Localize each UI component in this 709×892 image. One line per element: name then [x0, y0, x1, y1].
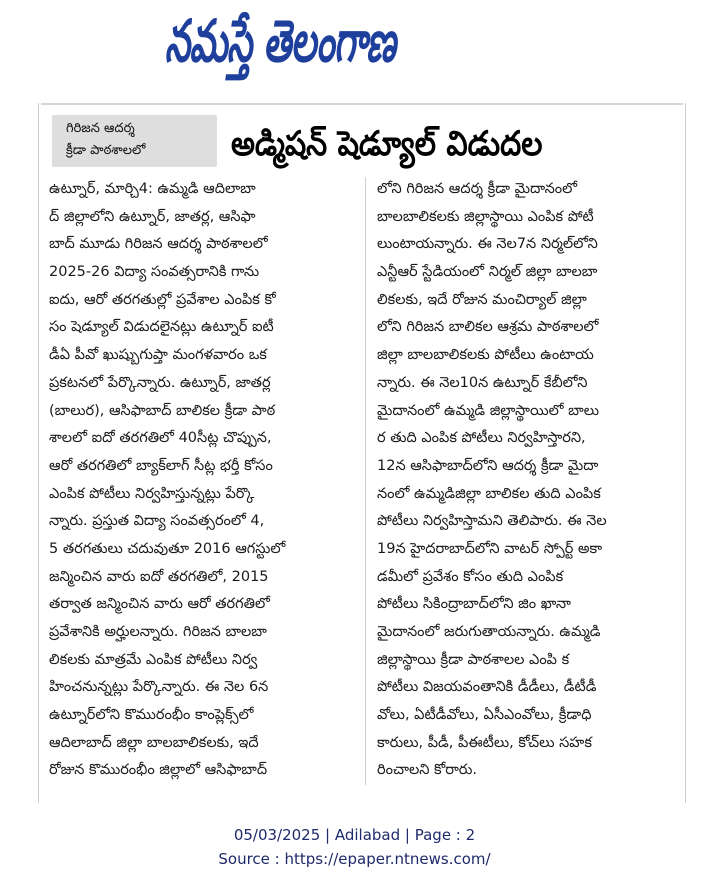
article-text-line: ఐదు, ఆరో తరగతుల్లో ప్రవేశాల ఎంపిక కో	[49, 291, 276, 308]
article-text-line: జన్మించిన వారు ఐదో తరగతిలో, 2015	[49, 568, 269, 585]
article-text-line: ఆరో తరగతిలో బ్యాక్‌లాగ్ సీట్ల భర్తీ కోసం	[49, 457, 273, 474]
article-text-line: నంలో ఉమ్మడిజిల్లా బాలికల తుది ఎంపిక	[377, 485, 601, 502]
article-text-line: డమీలో ప్రవేశం కోసం తుది ఎంపిక	[377, 568, 564, 585]
article-text-line: 5 తరగతులు చదువుతూ 2016 ఆగస్టులో	[49, 540, 286, 557]
article-text-line: శాలలో ఐదో తరగతిలో 40సీట్ల చొప్పున,	[49, 430, 272, 447]
article-text-line: హించనున్నట్లు పేర్కొన్నారు. ఈ నెల 6న	[49, 679, 269, 696]
article-text-line: లుంటాయన్నారు. ఈ నెల7న నిర్మల్‌లోని	[377, 236, 598, 253]
article-text-line: లికలకు, ఇదే రోజున మంచిర్యాల్ జిల్లా	[377, 291, 587, 308]
article-headline: అడ్మిషన్ షెడ్యూల్ విడుదల	[231, 124, 543, 164]
article-text-line: పోటీలు సికింద్రాబాద్‌లోని జిం ఖానా	[377, 596, 571, 613]
article-text-line: ఎన్టీఆర్ స్టేడియంలో నిర్మల్ జిల్లా బాలబా	[377, 264, 598, 281]
article-text-line: ద్ జిల్లాలోని ఉట్నూర్, జాతర్ల, ఆసిఫా	[49, 208, 256, 225]
footer-dateline: 05/03/2025 | Adilabad | Page : 2	[233, 826, 476, 844]
kicker-line-1: గిరిజన ఆదర్శ	[66, 121, 135, 136]
kicker-box	[52, 115, 217, 167]
article-text-line: ప్రకటనలో పేర్కొన్నారు. ఉట్నూర్, జాతర్ల	[49, 374, 271, 391]
article-text-line: (బాలుర), ఆసిఫాబాద్ బాలికల క్రీడా పాఠ	[49, 402, 276, 419]
article-right-column	[377, 176, 673, 785]
article-text-line: లోని గిరిజన బాలికల ఆశ్రమ పాఠశాలలో	[377, 319, 599, 336]
masthead-logo-text: నమస్తే తెలంగాణ	[164, 7, 396, 75]
article-text-line: రించాలని కోరారు.	[377, 762, 478, 779]
article-text-line: జిల్లా బాలబాలికలకు పోటీలు ఉంటాయ	[377, 347, 594, 364]
article-left-column	[49, 176, 345, 785]
article-text-line: లికలకు మాత్రమే ఎంపిక పోటీలు నిర్వ	[49, 651, 258, 668]
article-text-line: 19న హైదరాబాద్‌లోని వాటర్ స్పోర్ట్ అకా	[377, 540, 603, 557]
article-text-line: బాద్ మూడు గిరిజన ఆదర్శ పాఠశాలలో	[49, 236, 268, 253]
article-text-line: 2025-26 విద్యా సంవత్సరానికి గాను	[49, 264, 260, 281]
article-text-line: బాలబాలికలకు జిల్లాస్థాయి ఎంపిక పోటీ	[377, 208, 594, 225]
article-text-line: వోలు, ఏటీడీవోలు, ఏసీఎంవోలు, క్రీడాధి	[377, 707, 592, 724]
article-text-line: మైదానంలో జరుగుతాయన్నారు. ఉమ్మడి	[377, 624, 601, 640]
article-text-line: న్నారు. ప్రస్తుత విద్యా సంవత్సరంలో 4,	[49, 513, 265, 530]
article-text-line: 12న ఆసిఫాబాద్‌లోని ఆదర్శ క్రీడా మైదా	[377, 457, 599, 474]
article-text-line: సం షెడ్యూల్ విడుదలైనట్లు ఉట్నూర్ ఐటీ	[49, 319, 274, 336]
article-text-line: ఎంపిక పోటీలు నిర్వహిస్తున్నట్లు పేర్కొ	[49, 485, 255, 502]
article-text-line: ఉట్నూర్‌లోని కొమురంభీం కాంప్లెక్స్‌లో	[49, 707, 254, 724]
article-text-line: డీఏ పీవో ఖుష్బుగుప్తా మంగళవారం ఒక	[49, 347, 267, 364]
article-text-line: రోజున కొమురంభీం జిల్లాలో ఆసిఫాబాద్	[49, 762, 268, 779]
footer-source: Source : https://epaper.ntnews.com/	[218, 850, 491, 868]
article-text-line: తర్వాత జన్మించిన వారు ఆరో తరగతిలో	[49, 596, 270, 613]
article-text-line: న్నారు. ఈ నెల10న ఉట్నూర్ కేబీలోని	[377, 374, 588, 391]
article-text-line: ప్రవేశానికి అర్హులన్నారు. గిరిజన బాలబా	[49, 624, 267, 640]
article-text-line: మైదానంలో ఉమ్మడి జిల్లాస్థాయిలో బాలు	[377, 402, 599, 419]
article-text-line: కారులు, పీడీ, పీఈటీలు, కోచ్‌లు సహక	[377, 734, 592, 751]
article-text-line: ఆదిలాబాద్ జిల్లా బాలబాలికలకు, ఇదే	[49, 734, 259, 751]
kicker-line-2: క్రీడా పాఠశాలలో	[66, 143, 146, 158]
article-text-line: ర తుది ఎంపిక పోటీలు నిర్వహిస్తారని,	[377, 430, 586, 447]
article-text-line: పోటీలు నిర్వహిస్తామని తెలిపారు. ఈ నెల	[377, 513, 607, 530]
article-text-line: పోటీలు విజయవంతానికి డీడీలు, డీటీడీ	[377, 679, 597, 696]
column-divider	[365, 177, 366, 785]
newspaper-masthead	[0, 0, 709, 90]
article-text-line: జిల్లాస్థాయి క్రీడా పాఠశాలల ఎంపి క	[377, 651, 570, 668]
article-text-line: ఉట్నూర్, మార్చి4: ఉమ్మడి ఆదిలాబా	[49, 181, 256, 197]
article-clipping	[38, 103, 686, 803]
article-text-line: లోని గిరిజన ఆదర్శ క్రీడా మైదానంలో	[377, 181, 578, 197]
